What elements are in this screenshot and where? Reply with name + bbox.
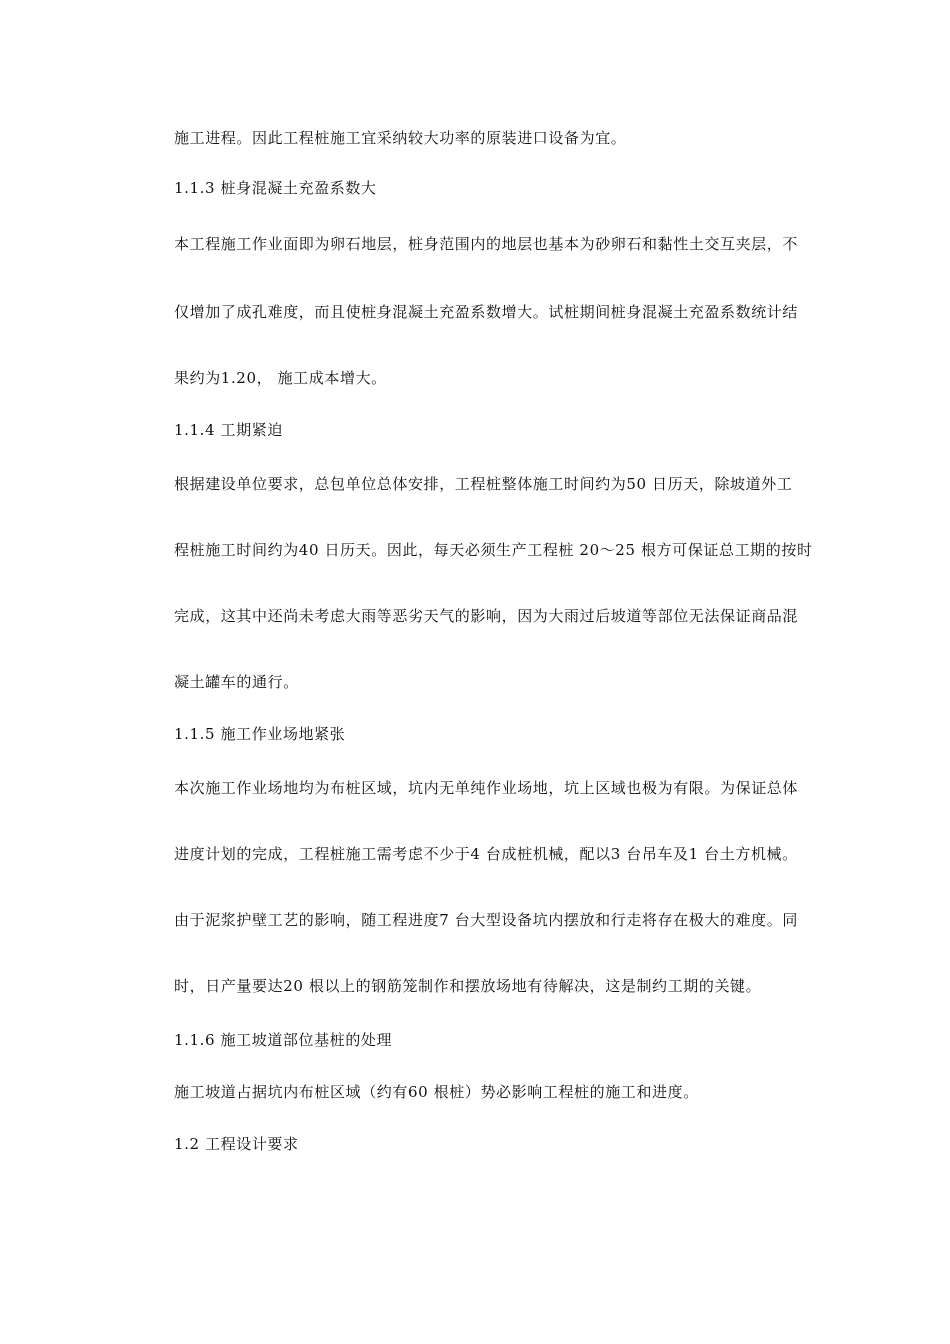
body-text-line: 时，日产量要达20 根以上的钢筋笼制作和摆放场地有待解决，这是制约工期的关键。 [174, 977, 762, 995]
body-text-line: 程桩施工时间约为40 日历天。因此，每天必须生产工程桩 20～25 根方可保证总工期的按时 [174, 541, 813, 559]
section-heading: 1.1.5 施工作业场地紧张 [174, 725, 346, 743]
body-text-line: 根据建设单位要求，总包单位总体安排，工程桩整体施工时间约为50 日历天，除坡道外工 [174, 475, 793, 493]
body-text-line: 施工坡道占据坑内布桩区域（约有60 根桩）势必影响工程桩的施工和进度。 [174, 1083, 699, 1101]
body-text-line: 进度计划的完成，工程桩施工需考虑不少于4 台成桩机械，配以3 台吊车及1 台土方机械。 [174, 845, 798, 863]
body-text-line: 完成，这其中还尚未考虑大雨等恶劣天气的影响，因为大雨过后坡道等部位无法保证商品混 [174, 607, 799, 625]
section-heading: 1.1.3 桩身混凝土充盈系数大 [174, 179, 377, 197]
section-heading: 1.1.4 工期紧迫 [174, 421, 283, 439]
body-text-line: 仅增加了成孔难度，而且使桩身混凝土充盈系数增大。试桩期间桩身混凝土充盈系数统计结 [174, 303, 799, 321]
body-text-line: 凝土罐车的通行。 [174, 673, 299, 691]
body-text-line: 本工程施工作业面即为卵石地层，桩身范围内的地层也基本为砂卵石和黏性土交互夹层，不 [174, 235, 799, 253]
body-text-line: 本次施工作业场地均为布桩区域，坑内无单纯作业场地，坑上区域也极为有限。为保证总体 [174, 779, 799, 797]
body-text-line: 施工进程。因此工程桩施工宜采纳较大功率的原装进口设备为宜。 [174, 129, 627, 147]
section-heading: 1.1.6 施工坡道部位基桩的处理 [174, 1031, 393, 1049]
body-text-line: 由于泥浆护壁工艺的影响，随工程进度7 台大型设备坑内摆放和行走将存在极大的难度。同 [174, 911, 798, 929]
section-heading: 1.2 工程设计要求 [174, 1135, 299, 1153]
body-text-line: 果约为1.20， 施工成本增大。 [174, 369, 387, 387]
